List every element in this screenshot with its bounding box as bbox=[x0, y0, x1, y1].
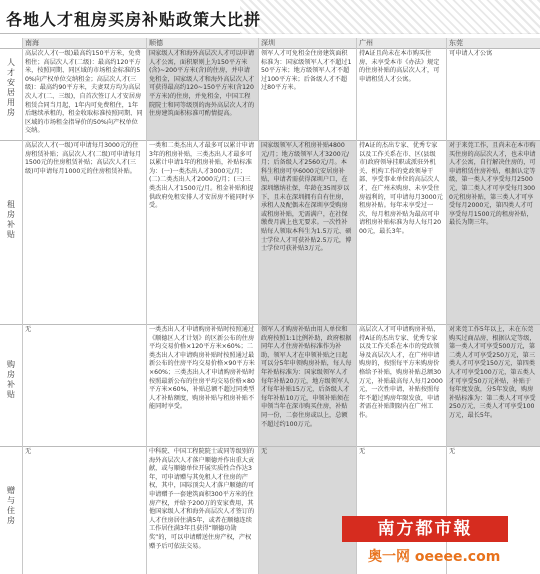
row-divider bbox=[0, 324, 540, 325]
column-header-dongguan: 东莞 bbox=[446, 38, 540, 48]
cell-housing-guangzhou: 持A证且尚未在本市购买住房，未享受本市《办法》规定的住房补贴的高层次人才，可申请租赁人才公寓。 bbox=[359, 50, 440, 83]
cell-housing-shunde: 国家级人才和海外高层次人才可以申请人才公寓，面积原则上为150平方米(含)~200平方米(含)的住房，并申请免租金，国家级人才和海外高层次人才可获得最高约120~150平方米(含120平方米)的住房，并免租金，中国工程院院士和同等级别的海外高层次人才的住房建筑面积标准可酌情提高。 bbox=[146, 48, 258, 140]
row-divider bbox=[0, 48, 540, 49]
newspaper-logo: 南方都市報 bbox=[342, 516, 508, 542]
cell-rent-dongguan: 对于来莞工作，且尚未在本市购买住房的高层次人才，也未申请人才公寓，自行解决住房的，可申请租赁住房补贴，根据认定等级，第一类人才享受每月2500元，第二类人才可享受每月3000元租房补贴，第三类人才可享受每月2000元，第四类人才可享受每月1500元的租房补贴，最长为期三年。 bbox=[446, 140, 540, 324]
column-divider bbox=[22, 38, 23, 574]
title-bar bbox=[0, 0, 540, 34]
site-watermark: 奥一网 oeeee.com bbox=[368, 549, 501, 565]
row-divider bbox=[0, 140, 540, 141]
title-decoration bbox=[240, 0, 540, 34]
row-category-gifted-housing: 赠与住房 bbox=[0, 446, 22, 574]
cell-housing-nanhai: 高层次人才(一级)最高约150平方米，免费租住；高层次人才(二级)：最高约120平方米，按照同期、同区域的市场租金标准的50%向产权单位交纳租金；高层次人才(三级)：最高约90平方米，夫妻双方均为高层次人才(二、三级)，自首次签订人才安居房租赁合同当月起，1年内可免费租住，1年后继续承租的，租金收取标准按照同期、同区域的市场租金指导价的50%向产权单位交纳。 bbox=[25, 50, 143, 135]
cell-rent-guangzhou: 持A证的杰出专家、优秀专家以及工作关系在市、区(县级市)政府领导挂职或派驻外机关、机构工作的党政领导干部、享受事业单位的高层次人才，在广州未购房、未享受住房福利的，可申请每月3000元租房补贴。每年未享受过一次，每月租房补贴为最高可申请租房补贴标准为每人每月2000元，最长3年。 bbox=[359, 142, 443, 235]
row-category-rent-subsidy: 租房补贴 bbox=[0, 140, 22, 324]
cell-housing-shenzhen: 领军人才可免租金住房建筑面积标准为：国家级领军人才不超过150平方米；地方级领军人才不超过100平方米；后备级人才不超过80平方米。 bbox=[261, 50, 352, 92]
cell-rent-nanhai: 高层次人才(一级)可申请每月3000元的住房租赁补贴；高层次人才(二级)可申请每月1500元的住房租赁补贴；高层次人才(三级)可申请每月1000元的住房租赁补贴。 bbox=[25, 142, 142, 175]
cell-purchase-nanhai: 无 bbox=[25, 326, 32, 333]
cell-purchase-guangzhou: 高层次人才可申请购房补贴，持A证的杰出专家、优秀专家以及工作关系在本市的党政领导及高层次人才，在广州申请购房的，按照每平方米购房价格给予补贴，购房补贴总额30万元，补贴最高每人每月2000元，一次性申请，补贴按照每年不超过购房年限发放，申请者需在补贴期限内在广州工作。 bbox=[359, 326, 443, 419]
column-header-shenzhen: 深圳 bbox=[258, 38, 356, 48]
row-category-housing: 人才安居用房 bbox=[0, 48, 22, 140]
cell-gift-dongguan: 无 bbox=[449, 448, 456, 455]
cell-purchase-dongguan: 对来莞工作5年以上，未在东莞购买过商品房，根据认定等级，第一类人才可享受500万元，第二类人才可享受250万元，第三类人才可享受150万元，第四类人才可享受100万元，第五类人才可享受50万元补贴，补贴于每年度发放，分5年发放，购房补贴标准为：第二类人才可享受250万元，三类人才可享受100万元，最长5年。 bbox=[446, 324, 540, 446]
column-divider bbox=[146, 38, 147, 574]
column-header-shunde: 顺德 bbox=[146, 38, 258, 48]
page-title: 各地人才租房买房补贴政策大比拼 bbox=[6, 10, 262, 29]
cell-gift-shenzhen: 无 bbox=[258, 446, 356, 574]
row-divider bbox=[0, 446, 540, 447]
column-header-guangzhou: 广州 bbox=[356, 38, 446, 48]
column-header-nanhai: 南海 bbox=[22, 38, 146, 48]
cell-gift-nanhai: 无 bbox=[25, 448, 32, 455]
column-divider bbox=[446, 38, 447, 574]
row-category-purchase-subsidy: 购房补贴 bbox=[0, 324, 22, 446]
cell-gift-shunde: 中科院、中国工程院院士或同等级别的海外高层次人才落户顺德并作出重大贡献，或与顺德单位开展实质性合作达3年，可申请赠与其免租人才住房的产权，其中，国际顶尖人才落户顺德的可申请赠予一套建筑面积300平方米的住房产权，并给予200万的安家费用，其他国家级人才和海外高层次人才签订的人才住房居住满5年，或者在顺德连续工作居住满3年且获得“顺德功勋奖”的，可以申请赠送住房产权，产权赠予后可依法交易。 bbox=[149, 448, 255, 550]
column-divider bbox=[258, 38, 259, 574]
cell-purchase-shenzhen: 领军人才购房补贴由用人单位和政府按照1:1比例补助，政府根据同年人才住房补贴标准作为补助，领军人才在申领补贴之日起可以分5年申领购房补贴，每人每年补贴标准为：国家级领军人才每年补贴20万元，地方级领军人才每年补贴15万元，后备级人才每年补贴10万元，申领补贴须在申领当年在深市购买住房，补贴同一份，二套住房或以上，总额不超过约100万元。 bbox=[258, 324, 356, 446]
cell-gift-guangzhou: 无 bbox=[359, 448, 366, 455]
cell-housing-dongguan: 可申请人才公寓 bbox=[449, 50, 493, 57]
cell-rent-shenzhen: 国家级领军人才租房补贴4800元/月；地方级领军人才3200元/月；后备级人才2560元/月。本科生租房可享6000元安居房补贴，申请者需获得深圳户口，在深圳缴纳社保，年龄在35周岁以下，且未在深圳拥有自有住房，承租人及配偶未在深圳享受购房或租房补贴，无需满户，在社保缴费月满上也无要求。一次性补贴每人领取本科生为1.5万元、硕士学位人才可获补贴2.5万元，博士学位可获补贴3万元。 bbox=[258, 140, 356, 324]
cell-rent-shunde: 一类和二类杰出人才最多可以累计申请3年的租房补贴，三类杰出人才最多可以累计申请1年的租房补贴，补贴标准为：(一)一类杰出人才3000元/月；(二)二类杰出人才2000元/月；(三)三类杰出人才1500元/月。租金补贴和提供政府免租安排人才安居房不能同时享受。 bbox=[149, 142, 255, 210]
column-divider bbox=[356, 38, 357, 574]
cell-purchase-shunde: 一类杰出人才申请购房补贴时按照通过《顺德区人才计划》的区新公布的住房平均交易价格×120平方米×60%；二类杰出人才申请购房补贴时按照通过最新公布的住房平均交易价格×90平方米×60%；三类杰出人才申请购房补贴时按照最新公布的住房平均交易价格×80平方米×60%，补贴总额不超过同类型人才补贴额度，购房补贴与租房补贴不能同时享受。 bbox=[149, 326, 255, 411]
policy-table bbox=[0, 38, 540, 574]
